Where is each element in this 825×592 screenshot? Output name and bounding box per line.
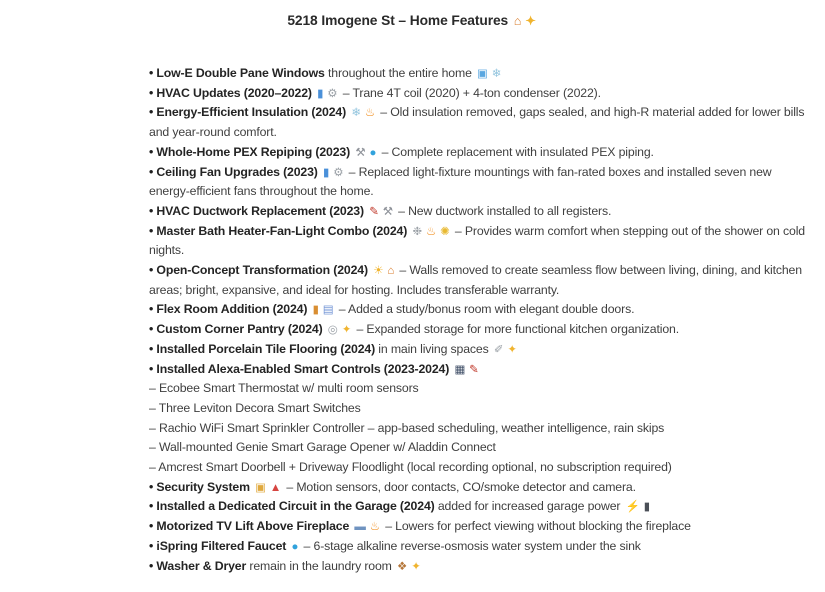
list-item xyxy=(149,64,807,84)
sub-list-item xyxy=(149,458,807,478)
page-title xyxy=(0,0,825,28)
wrench-icon: ⚒ xyxy=(355,146,366,159)
light-bulb-icon: ✺ xyxy=(440,225,450,238)
feature-name: Security System xyxy=(156,479,254,494)
list-item xyxy=(149,517,807,537)
bullet-marker: • xyxy=(149,263,157,278)
feature-text: – 6-stage alkaline reverse-osmosis water system under the sink xyxy=(300,538,641,553)
list-item xyxy=(149,202,807,222)
feature-text: – Expanded storage for more functional kitchen organization. xyxy=(353,322,679,337)
feature-text: – Motion sensors, door contacts, CO/smoke detector and camera. xyxy=(283,479,636,494)
feature-name: Master Bath Heater-Fan-Light Combo (2024) xyxy=(156,223,411,238)
tv-icon: ▬ xyxy=(354,521,366,534)
feature-text: added for increased garage power xyxy=(434,499,624,514)
list-item xyxy=(149,360,807,380)
bullet-marker: • xyxy=(149,361,157,376)
feature-text: – Replaced light-fixture mountings with fan-rated boxes and installed seven new energy-efficient fans throughout the home. xyxy=(149,164,772,199)
feature-text: Rachio WiFi Smart Sprinkler Controller – app-based scheduling, weather intelligence, rain skips xyxy=(158,420,665,435)
basket-icon: ❖ xyxy=(397,560,408,573)
bullet-marker: • xyxy=(149,164,157,179)
feature-name: Washer & Dryer xyxy=(156,558,247,573)
hammer-wrench-icon: ⚒ xyxy=(382,205,393,218)
sub-list-item xyxy=(149,438,807,458)
feature-text: – Added a study/bonus room with elegant double doors. xyxy=(335,302,635,317)
bullet-marker: • xyxy=(149,519,157,534)
sparkles-icon: ✦ xyxy=(341,324,352,337)
alarm-icon: ▲ xyxy=(269,481,282,494)
list-item xyxy=(149,84,807,104)
sub-list-item xyxy=(149,399,807,419)
sun-icon: ☀ xyxy=(373,265,384,278)
feature-list xyxy=(149,64,807,576)
page-title-text: 5218 Imogene St – Home Features xyxy=(287,13,509,28)
feature-text: Wall-mounted Genie Smart Garage Opener w/ Aladdin Connect xyxy=(158,440,496,455)
list-item xyxy=(149,340,807,360)
feature-name: Installed Alexa-Enabled Smart Controls (2023-2024) xyxy=(156,361,453,376)
dash-marker: – xyxy=(149,420,159,435)
dash-marker: – xyxy=(149,440,159,455)
feature-text: – Complete replacement with insulated PEX piping. xyxy=(378,144,654,159)
feature-text: remain in the laundry room xyxy=(246,558,396,573)
list-item xyxy=(149,261,807,300)
sparkles-icon: ✦ xyxy=(411,560,421,573)
feature-text: – Provides warm comfort when stepping out of the shower on cold nights. xyxy=(149,223,805,258)
feature-name: Installed Porcelain Tile Flooring (2024) xyxy=(156,341,376,356)
feature-name: iSpring Filtered Faucet xyxy=(156,538,290,553)
list-item xyxy=(149,557,807,577)
feature-name: Low-E Double Pane Windows xyxy=(156,66,325,80)
snowflake-icon: ❄ xyxy=(351,107,361,120)
flame-icon: ♨ xyxy=(369,521,380,534)
sparkles-icon: ✦ xyxy=(507,343,517,356)
screwdriver-icon: ✎ xyxy=(469,363,479,376)
bullet-marker: • xyxy=(149,499,157,514)
bullet-marker: • xyxy=(149,144,157,159)
list-item xyxy=(149,497,807,517)
plug-icon: ▮ xyxy=(643,501,650,514)
feature-name: Motorized TV Lift Above Fireplace xyxy=(156,519,353,534)
list-item xyxy=(149,103,807,142)
feature-name: Whole-Home PEX Repiping (2023) xyxy=(156,144,354,159)
books-icon: ▤ xyxy=(322,304,334,317)
bullet-marker: • xyxy=(149,558,157,573)
shower-icon: ❉ xyxy=(412,225,422,238)
bullet-marker: • xyxy=(149,223,157,238)
hammer-icon: ✐ xyxy=(493,343,504,356)
bolt-icon: ⚡ xyxy=(625,501,640,514)
dash-marker: – xyxy=(149,460,159,475)
droplet-icon: ● xyxy=(369,146,377,159)
bullet-marker: • xyxy=(149,538,157,553)
bullet-marker: • xyxy=(149,66,157,80)
list-item xyxy=(149,478,807,498)
lock-icon: ▣ xyxy=(255,481,266,494)
house-icon: ⌂ xyxy=(387,265,395,278)
list-item xyxy=(149,222,807,261)
gear-icon: ⚙ xyxy=(333,166,344,179)
feature-text: – Trane 4T coil (2020) + 4-ton condenser (2022). xyxy=(339,85,601,100)
bullet-marker: • xyxy=(149,85,157,100)
dash-marker: – xyxy=(149,400,159,415)
gear-icon: ⚙ xyxy=(327,87,338,100)
control-panel-icon: ▦ xyxy=(454,363,466,376)
feature-text: – Lowers for perfect viewing without blocking the fireplace xyxy=(381,519,691,534)
flame-icon: ♨ xyxy=(425,225,437,238)
list-item xyxy=(149,143,807,163)
feature-text: Amcrest Smart Doorbell + Driveway Floodlight (local recording optional, no subscription required) xyxy=(158,460,672,475)
feature-name: Energy-Efficient Insulation (2024) xyxy=(156,105,350,120)
bullet-marker: • xyxy=(149,203,157,218)
feature-text: – New ductwork installed to all registers. xyxy=(394,203,612,218)
feature-name: HVAC Updates (2020–2022) xyxy=(156,85,316,100)
bullet-marker: • xyxy=(149,105,157,120)
ac-unit-icon: ▮ xyxy=(317,87,324,100)
list-item xyxy=(149,320,807,340)
feature-name: Flex Room Addition (2024) xyxy=(156,302,311,317)
feature-text: – Old insulation removed, gaps sealed, and high-R material added for lower bills and year-round comfort. xyxy=(149,105,805,140)
house-icon: ⌂ xyxy=(513,14,522,28)
droplet-icon: ● xyxy=(291,540,299,553)
flame-icon: ♨ xyxy=(364,107,375,120)
feature-name: Ceiling Fan Upgrades (2023) xyxy=(156,164,322,179)
sparkles-icon: ✦ xyxy=(525,14,536,28)
bullet-marker: • xyxy=(149,302,157,317)
feature-text: throughout the entire home xyxy=(324,66,476,80)
screwdriver-icon: ✎ xyxy=(369,205,379,218)
door-icon: ▮ xyxy=(312,304,319,317)
feature-text: Three Leviton Decora Smart Switches xyxy=(158,400,361,415)
feature-name: Open-Concept Transformation (2024) xyxy=(156,263,372,278)
window-icon: ▣ xyxy=(477,68,488,80)
list-item xyxy=(149,300,807,320)
bullet-marker: • xyxy=(149,479,157,494)
ac-unit-icon: ▮ xyxy=(323,166,330,179)
feature-text: in main living spaces xyxy=(375,341,492,356)
feature-text: – Walls removed to create seamless flow between living, dining, and kitchen areas; bright, expansive, and ideal for hosting. Includes transferable warranty. xyxy=(149,263,802,297)
list-item xyxy=(149,163,807,202)
sub-list-item xyxy=(149,379,807,399)
bullet-marker: • xyxy=(149,322,157,337)
dash-marker: – xyxy=(149,381,159,396)
feature-text: Ecobee Smart Thermostat w/ multi room sensors xyxy=(158,381,419,396)
sub-list-item xyxy=(149,419,807,439)
feature-name: Custom Corner Pantry (2024) xyxy=(156,322,326,337)
plate-icon: ◎ xyxy=(327,324,338,337)
snowflake-icon: ❄ xyxy=(491,68,502,80)
list-item xyxy=(149,537,807,557)
feature-name: Installed a Dedicated Circuit in the Garage (2024) xyxy=(156,499,435,514)
bullet-marker: • xyxy=(149,341,157,356)
feature-name: HVAC Ductwork Replacement (2023) xyxy=(156,203,368,218)
